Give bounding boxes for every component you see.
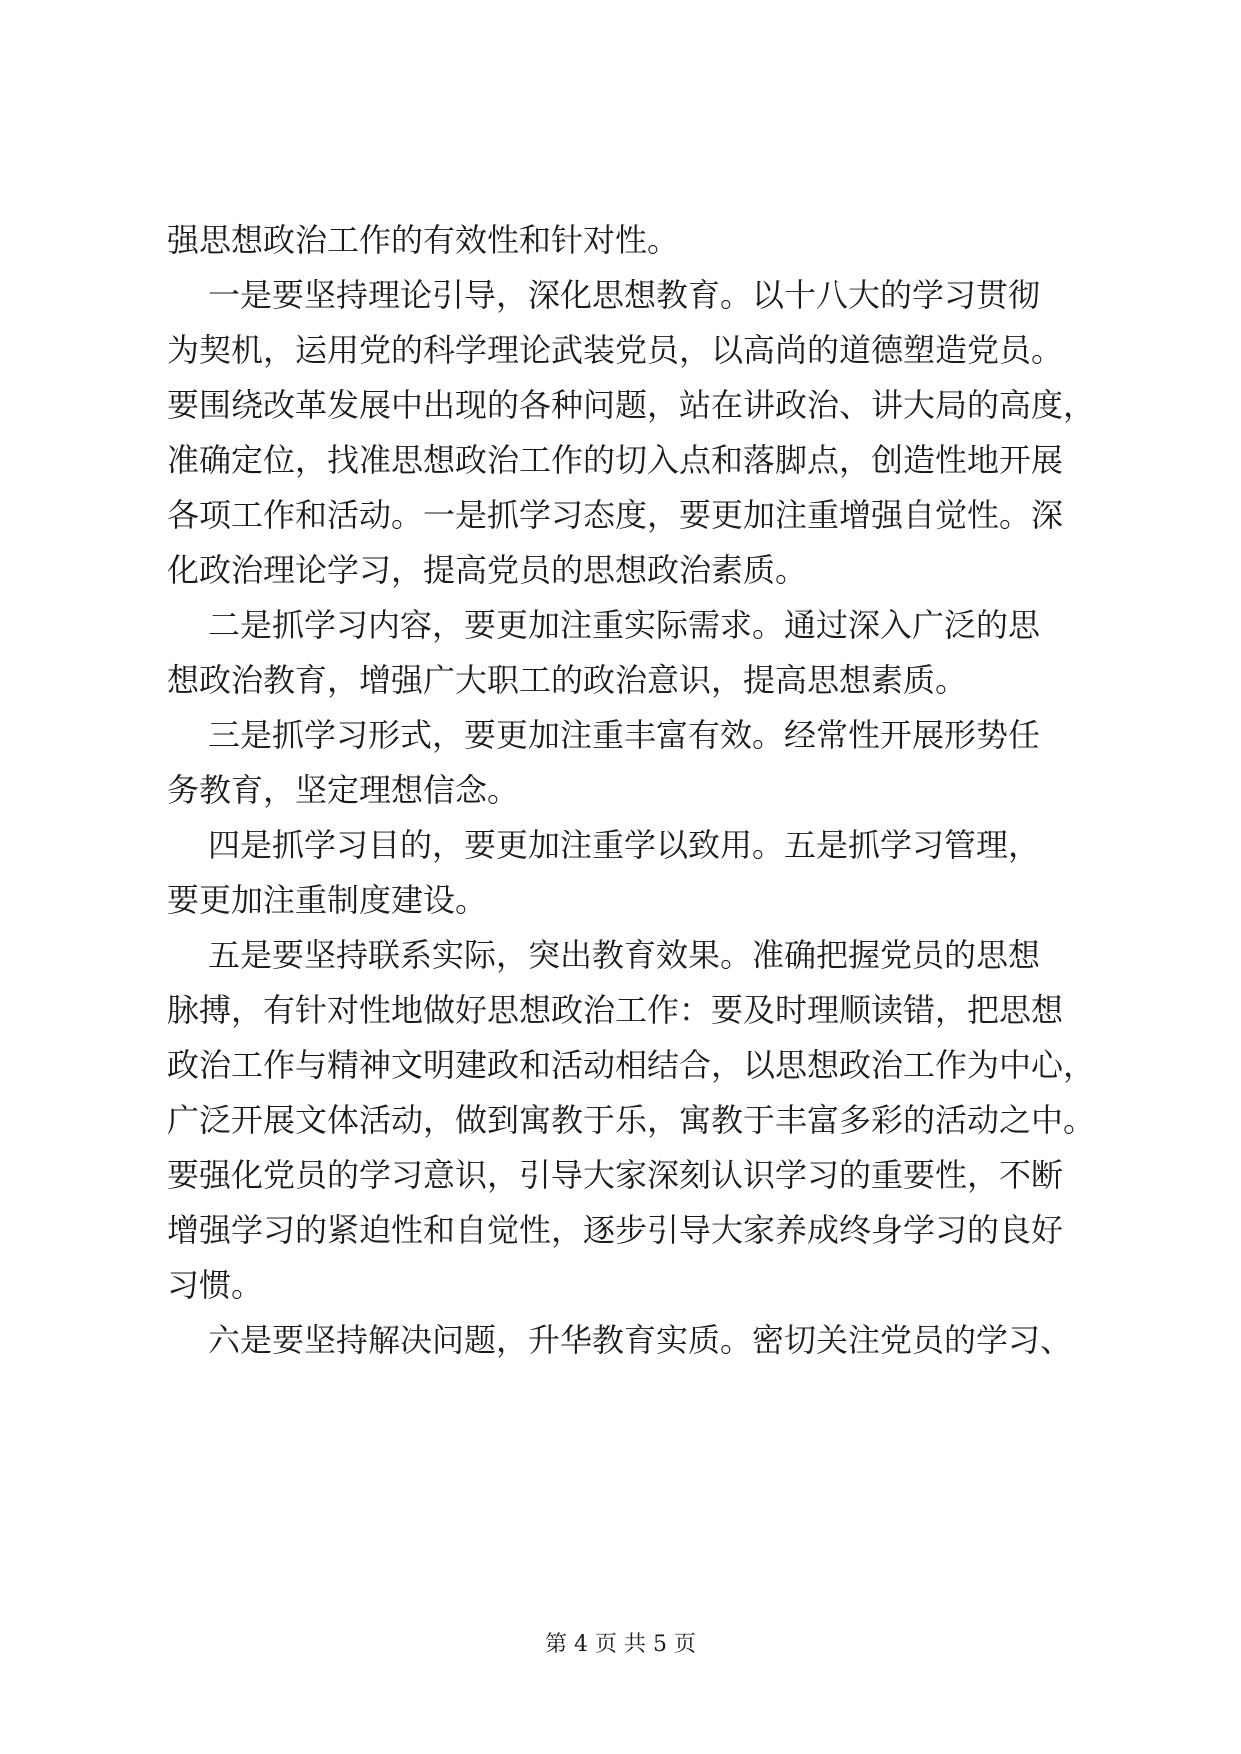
page-footer: 第 4 页 共 5 页 bbox=[545, 1632, 696, 1657]
line-text: 务教育，坚定理想信念。 bbox=[167, 771, 520, 809]
text-line bbox=[0, 489, 1241, 541]
text-line bbox=[0, 1149, 1241, 1201]
line-text: 三是抓学习形式，要更加注重丰富有效。经常性开展形势任 bbox=[208, 716, 1041, 754]
line-text: 一是要坚持理论引导，深化思想教育。以十八大的学习贯彻 bbox=[208, 276, 1041, 314]
text-line bbox=[0, 1204, 1241, 1256]
text-line bbox=[0, 379, 1241, 431]
line-text: 要强化党员的学习意识，引导大家深刻认识学习的重要性，不断 bbox=[167, 1156, 1064, 1194]
text-line bbox=[0, 1094, 1241, 1146]
line-text: 广泛开展文体活动，做到寓教于乐，寓教于丰富多彩的活动之中。 bbox=[167, 1101, 1096, 1139]
text-line bbox=[0, 929, 1241, 981]
line-text: 增强学习的紧迫性和自觉性，逐步引导大家养成终身学习的良好 bbox=[167, 1211, 1064, 1249]
line-text: 要围绕改革发展中出现的各种问题，站在讲政治、讲大局的高度， bbox=[167, 386, 1096, 424]
line-text: 要更加注重制度建设。 bbox=[167, 881, 488, 919]
line-text: 各项工作和活动。一是抓学习态度，要更加注重增强自觉性。深 bbox=[167, 496, 1064, 534]
line-text: 为契机，运用党的科学理论武装党员，以高尚的道德塑造党员。 bbox=[167, 331, 1064, 369]
text-line bbox=[0, 434, 1241, 486]
text-line bbox=[0, 214, 1241, 266]
line-text: 五是要坚持联系实际，突出教育效果。准确把握党员的思想 bbox=[208, 936, 1041, 974]
text-line bbox=[0, 544, 1241, 596]
text-line bbox=[0, 984, 1241, 1036]
line-text: 化政治理论学习，提高党员的思想政治素质。 bbox=[167, 551, 808, 589]
text-line bbox=[0, 324, 1241, 376]
line-text: 习惯。 bbox=[167, 1266, 264, 1304]
line-text: 四是抓学习目的，要更加注重学以致用。五是抓学习管理， bbox=[208, 826, 1041, 864]
text-line bbox=[0, 1039, 1241, 1091]
line-text: 强思想政治工作的有效性和针对性。 bbox=[167, 221, 680, 259]
line-text: 二是抓学习内容，要更加注重实际需求。通过深入广泛的思 bbox=[208, 606, 1041, 644]
text-line bbox=[0, 654, 1241, 706]
text-line bbox=[0, 1314, 1241, 1366]
text-line bbox=[0, 599, 1241, 651]
line-text: 政治工作与精神文明建政和活动相结合，以思想政治工作为中心， bbox=[167, 1046, 1096, 1084]
line-text: 想政治教育，增强广大职工的政治意识，提高思想素质。 bbox=[167, 661, 968, 699]
text-line bbox=[0, 709, 1241, 761]
text-line bbox=[0, 1259, 1241, 1311]
line-text: 六是要坚持解决问题，升华教育实质。密切关注党员的学习、 bbox=[208, 1321, 1073, 1359]
text-line bbox=[0, 764, 1241, 816]
text-line bbox=[0, 874, 1241, 926]
line-text: 脉搏，有针对性地做好思想政治工作：要及时理顺读错，把思想 bbox=[167, 991, 1064, 1029]
text-line bbox=[0, 819, 1241, 871]
text-line bbox=[0, 269, 1241, 321]
line-text: 准确定位，找准思想政治工作的切入点和落脚点，创造性地开展 bbox=[167, 441, 1064, 479]
